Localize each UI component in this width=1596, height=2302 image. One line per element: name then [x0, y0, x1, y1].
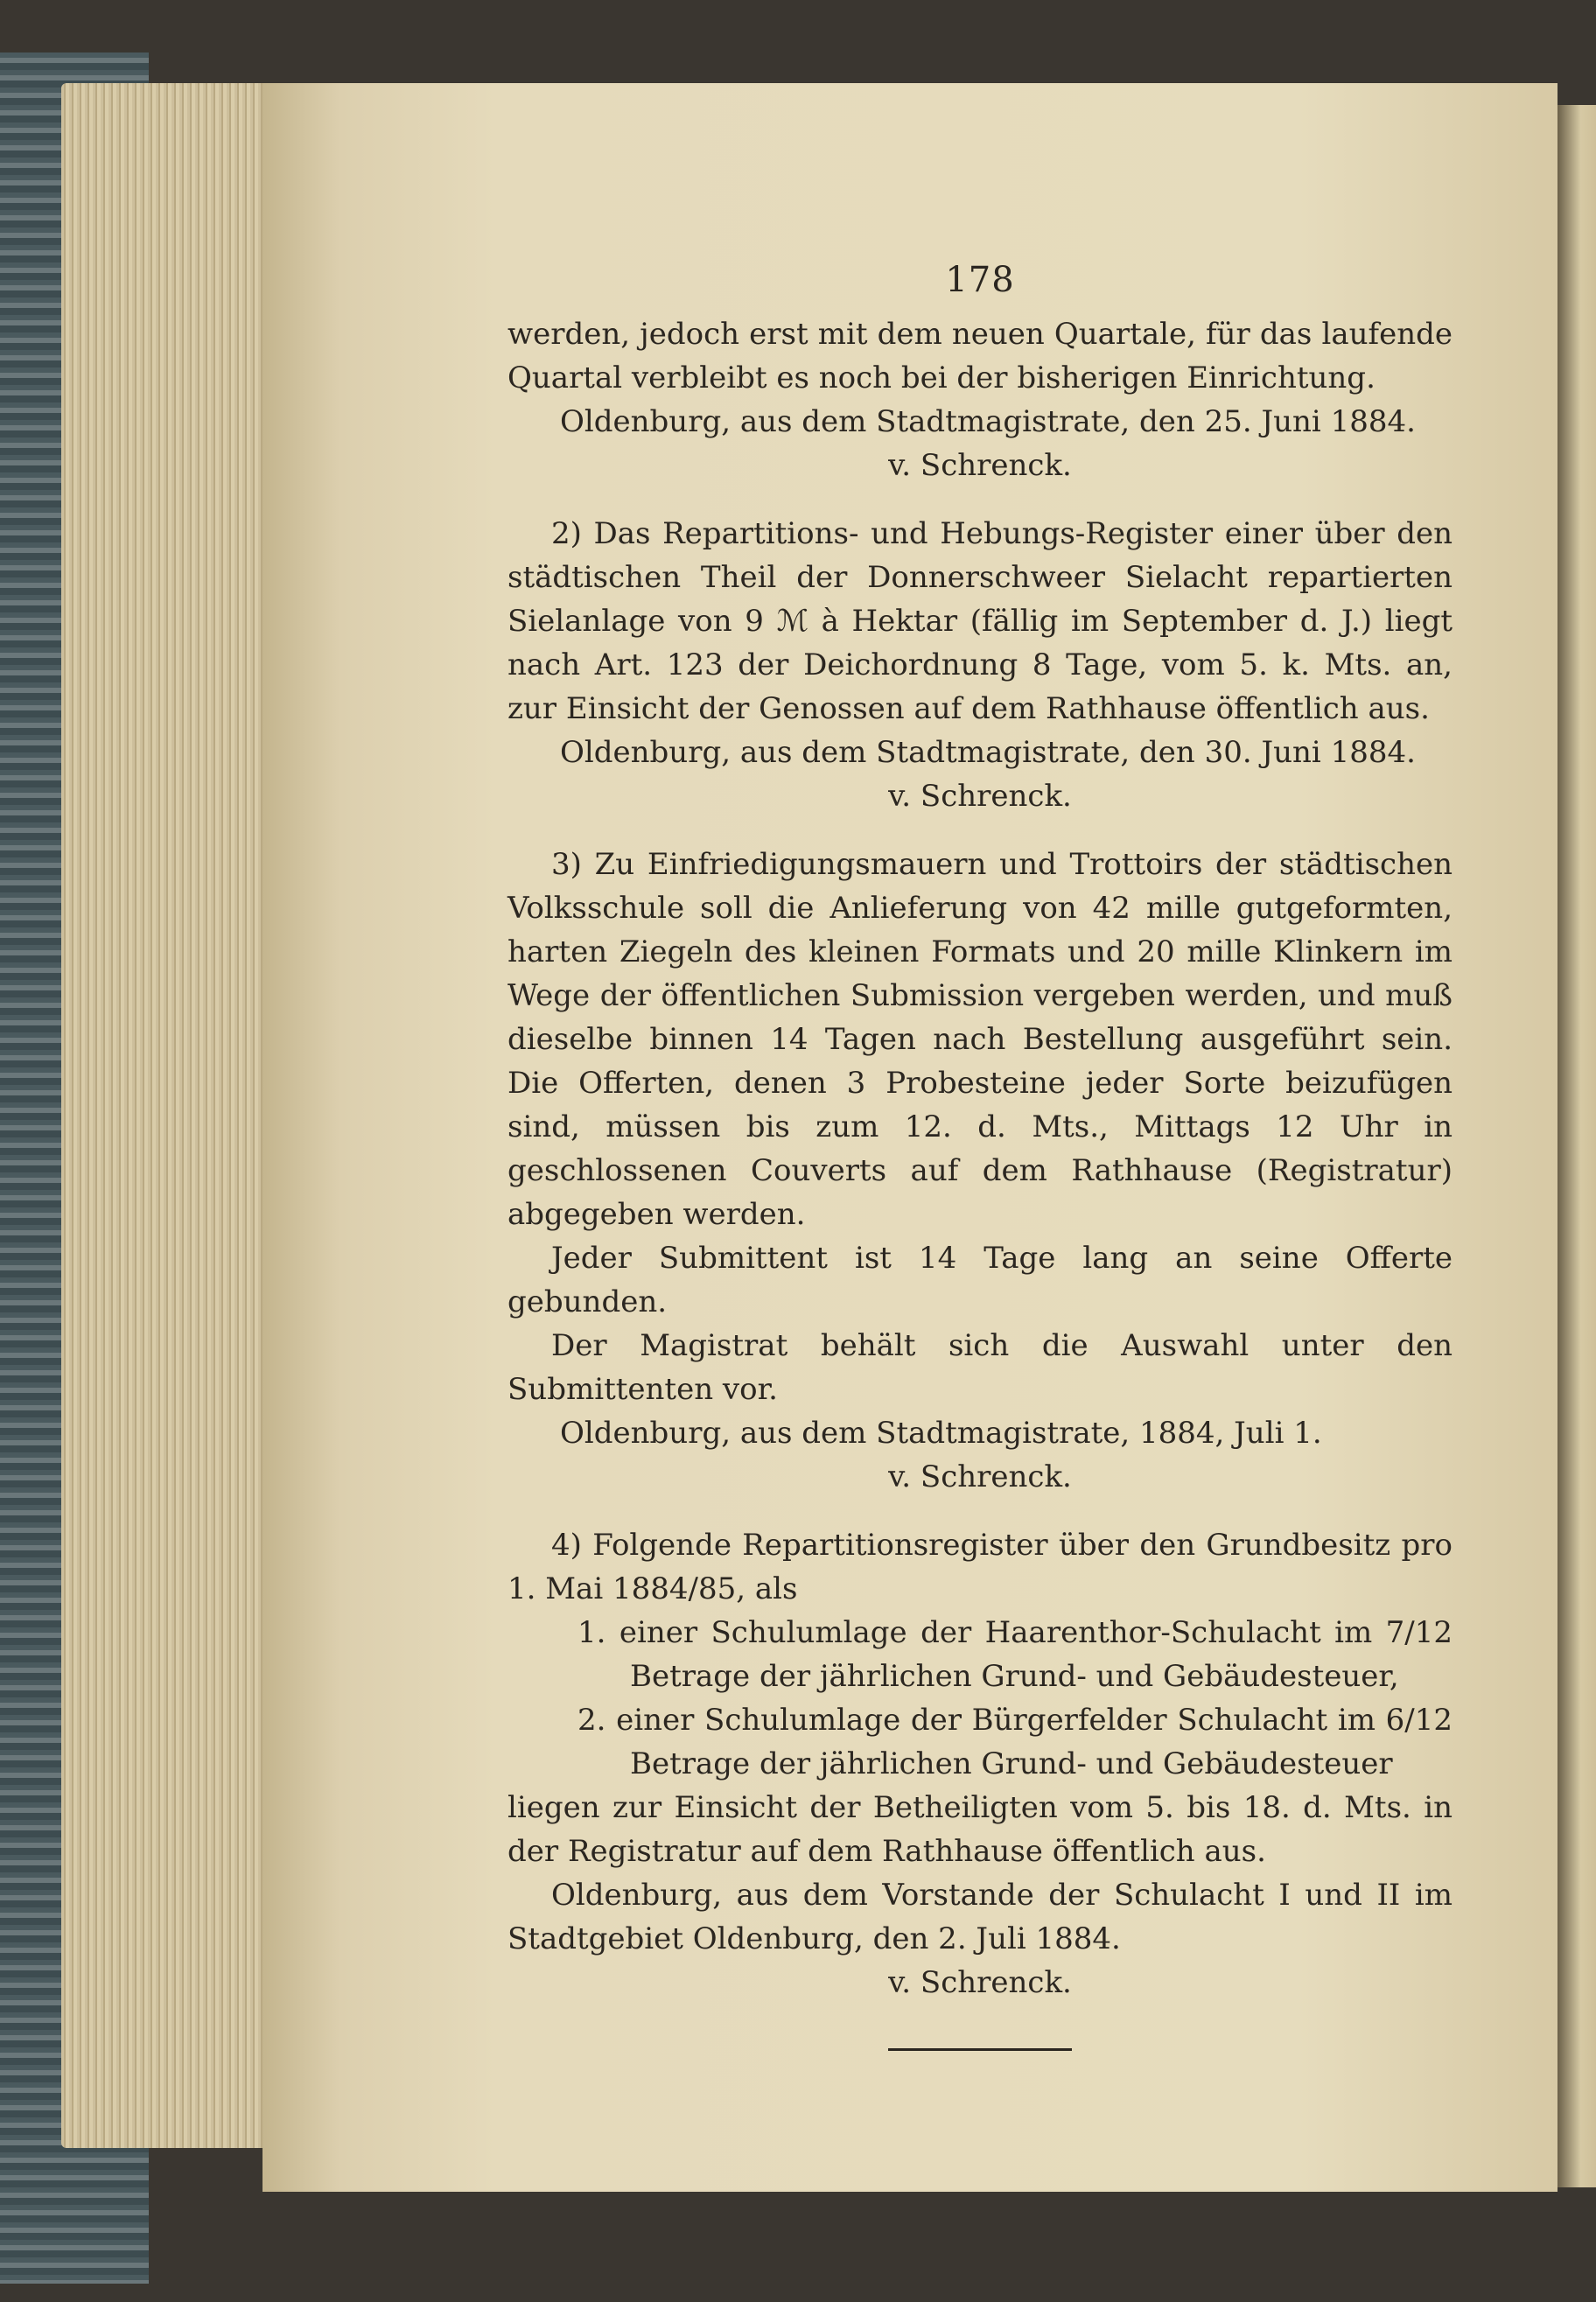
- notice3-text3: Der Magistrat behält sich die Auswahl unter den Submittenten vor.: [508, 1328, 1452, 1407]
- notice3-place-date: Oldenburg, aus dem Stadtmagistrate, 1884, Juli 1.: [560, 1416, 1322, 1451]
- notice2-signature: v. Schrenck.: [888, 779, 1072, 814]
- notice2-text: 2) Das Repartitions- und Hebungs-Register einer über den städtischen Theil der Donnerschweer Sielacht repartierten Sielanlage von 9 ℳ à Hektar (fällig im September d. J.) liegt nach Art. 123 der Deichordnung 8 Tage, vom 5. k. Mts. an, zur Einsicht der Genossen auf dem Rathhause öffentlich aus.: [508, 516, 1452, 726]
- notice4-item-2: 2. einer Schulumlage der Bürgerfelder Schulacht im 6/12 Betrage der jährlichen Grund- und Gebäudesteuer: [578, 1703, 1452, 1781]
- facing-page-edge: [1558, 105, 1596, 2187]
- page-number: 178: [945, 260, 1015, 300]
- notice4-text2: liegen zur Einsicht der Betheiligten vom 5. bis 18. d. Mts. in der Registratur auf dem Rathhause öffentlich aus.: [508, 1790, 1452, 1869]
- notice3-signature: v. Schrenck.: [888, 1459, 1072, 1494]
- notice3-text2: Jeder Submittent ist 14 Tage lang an seine Offerte gebunden.: [508, 1241, 1452, 1319]
- page-edges: [61, 83, 280, 2148]
- notice4-text: 4) Folgende Repartitionsregister über den Grundbesitz pro 1. Mai 1884/85, als: [508, 1528, 1452, 1606]
- notice4-signature: v. Schrenck.: [888, 1965, 1072, 2000]
- notice1-place-date: Oldenburg, aus dem Stadtmagistrate, den 25. Juni 1884.: [560, 404, 1416, 439]
- closing-rule: [888, 2048, 1072, 2051]
- notice1-signature: v. Schrenck.: [888, 448, 1072, 483]
- notice3-text: 3) Zu Einfriedigungsmauern und Trottoirs der städtischen Volksschule soll die Anlieferung von 42 mille gutgeformten, harten Ziegeln des kleinen Formats und 20 mille Klinkern im Wege der öffentlichen Submission vergeben werden, und muß dieselbe binnen 14 Tagen nach Bestellung ausgeführt sein. Die Offerten, denen 3 Probesteine jeder Sorte beizufügen sind, müssen bis zum 12. d. Mts., Mittags 12 Uhr in geschlossenen Couverts auf dem Rathhause (Registratur) abgegeben werden.: [508, 847, 1452, 1232]
- page-content: [508, 258, 1452, 2051]
- notice2-place-date: Oldenburg, aus dem Stadtmagistrate, den 30. Juni 1884.: [560, 735, 1416, 770]
- continued-text: werden, jedoch erst mit dem neuen Quartale, für das laufende Quartal verbleibt es noch bei der bisherigen Einrichtung.: [508, 317, 1452, 395]
- notice4-place-date: Oldenburg, aus dem Vorstande der Schulacht I und II im Stadtgebiet Oldenburg, den 2. Juli 1884.: [508, 1878, 1452, 1956]
- notice4-item-1: 1. einer Schulumlage der Haarenthor-Schulacht im 7/12 Betrage der jährlichen Grund- und Gebäudesteuer,: [578, 1615, 1452, 1694]
